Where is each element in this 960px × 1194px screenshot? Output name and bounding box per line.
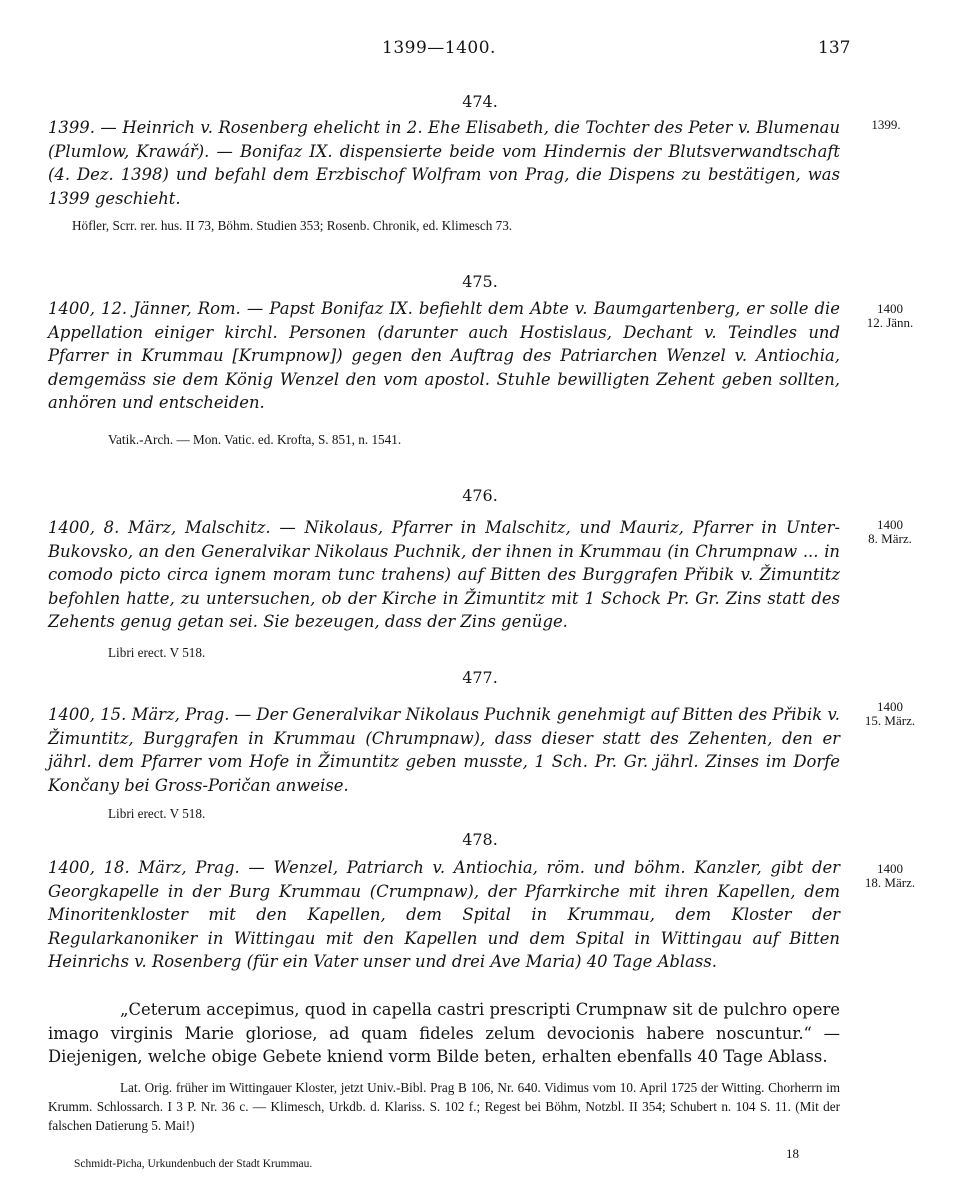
signature-mark: 18: [786, 1146, 799, 1161]
entry-number-475: 475.: [462, 272, 498, 291]
margin-date-475: 1400 12. Jänn.: [866, 301, 914, 330]
footer-book-title: Schmidt-Picha, Urkundenbuch der Stadt Krummau.: [74, 1158, 313, 1170]
entry-source-476: Libri erect. V 518.: [108, 645, 206, 660]
entry-quote-478: „Ceterum accepimus, quod in capella castri prescripti Crumpnaw sit de pulchro opere imago virginis Marie gloriose, ad quam fideles zelum devocionis habere noscuntur.“ — Diejenigen, welche obige Gebete kniend vorm Bilde beten, erhalten ebenfalls 40 Tage Ablass.: [48, 1000, 840, 1066]
margin-date-478: 1400 18. März.: [864, 861, 916, 890]
entry-number-474: 474.: [462, 92, 498, 111]
entry-number-478: 478.: [462, 830, 498, 849]
entry-number-477: 477.: [462, 668, 498, 687]
running-header-years: 1399—1400.: [382, 38, 496, 58]
entry-text-475: 1400, 12. Jänner, Rom. — Papst Bonifaz IX. befiehlt dem Abte v. Baumgartenberg, er solle die Appellation einiger kirchl. Personen (darunter auch Hostislaus, Dechant v. Teindles und Pfarrer in Krummau [Krumpnow]) gegen den Auftrag des Patriarchen Wenzel v. Antiochia, demgemäss sie dem König Wenzel den vom apostol. Stuhle bewilligten Zehent geben sollten, anhören und entscheiden.: [48, 299, 840, 412]
entry-text-478: 1400, 18. März, Prag. — Wenzel, Patriarch v. Antiochia, röm. und böhm. Kanzler, gibt der Georgkapelle in der Burg Krummau (Crumpnaw), der Pfarrkirche mit ihren Kapellen, dem Minoritenkloster mit den Kapellen, dem Spital in Krummau, dem Kloster der Regularkanoniker in Wittingau mit den Kapellen und dem Spital in Wittingau auf Bitten Heinrichs v. Rosenberg (für ein Vater unser und drei Ave Maria) 40 Tage Ablass.: [48, 858, 840, 971]
entry-text-477: 1400, 15. März, Prag. — Der Generalvikar Nikolaus Puchnik genehmigt auf Bitten des Přibik v. Žimuntitz, Burggrafen in Krummau (Chrumpnaw), dass dieser statt des Zehenten, den er jährl. dem Pfarrer vom Hofe in Žimuntitz geben musste, 1 Sch. Pr. Gr. jährl. Zinses im Dorfe Končany bei Gross-Poričan anweise.: [48, 705, 840, 795]
margin-date-477: 1400 15. März.: [864, 699, 916, 728]
margin-date-476: 1400 8. März.: [868, 517, 912, 546]
entry-text-474: 1399. — Heinrich v. Rosenberg ehelicht in 2. Ehe Elisabeth, die Tochter des Peter v. Blumenau (Plumlow, Krawář). — Bonifaz IX. dispensierte beide vom Hindernis der Blutsverwandtschaft (4. Dez. 1398) und befahl dem Erzbischof Wolfram von Prag, die Dispens zu bestätigen, was 1399 geschieht.: [48, 118, 840, 208]
margin-date-474: 1399.: [871, 117, 901, 132]
page-number: 137: [818, 38, 851, 58]
entry-source-475: Vatik.-Arch. — Mon. Vatic. ed. Krofta, S. 851, n. 1541.: [108, 432, 402, 447]
entry-source-474: Höfler, Scrr. rer. hus. II 73, Böhm. Studien 353; Rosenb. Chronik, ed. Klimesch 73.: [72, 218, 513, 233]
entry-text-476: 1400, 8. März, Malschitz. — Nikolaus, Pfarrer in Malschitz, und Mauriz, Pfarrer in Unter-Bukovsko, an den Generalvikar Nikolaus Puchnik, der ihnen in Krummau (in Chrumpnaw ... in comodo picto circa ignem moram tunc trahens) auf Bitten des Burggrafen Přibik v. Žimuntitz befohlen hatte, zu untersuchen, ob der Kirche in Žimuntitz mit 1 Schock Pr. Gr. Zins statt des Zehents genug getan sei. Sie bezeugen, dass der Zins genüge.: [48, 518, 840, 631]
entry-number-476: 476.: [462, 486, 498, 505]
entry-source-478: Lat. Orig. früher im Wittingauer Kloster, jetzt Univ.-Bibl. Prag B 106, Nr. 640. Vidimus vom 10. April 1725 der Witting. Chorherrn im Krumm. Schlossarch. I 3 P. Nr. 36 c. — Klimesch, Urkdb. d. Klariss. S. 102 f.; Regest bei Böhm, Notzbl. II 354; Schubert n. 104 S. 11. (Mit der falschen Datierung 5. Mai!): [48, 1080, 840, 1133]
entry-source-477: Libri erect. V 518.: [108, 806, 206, 821]
